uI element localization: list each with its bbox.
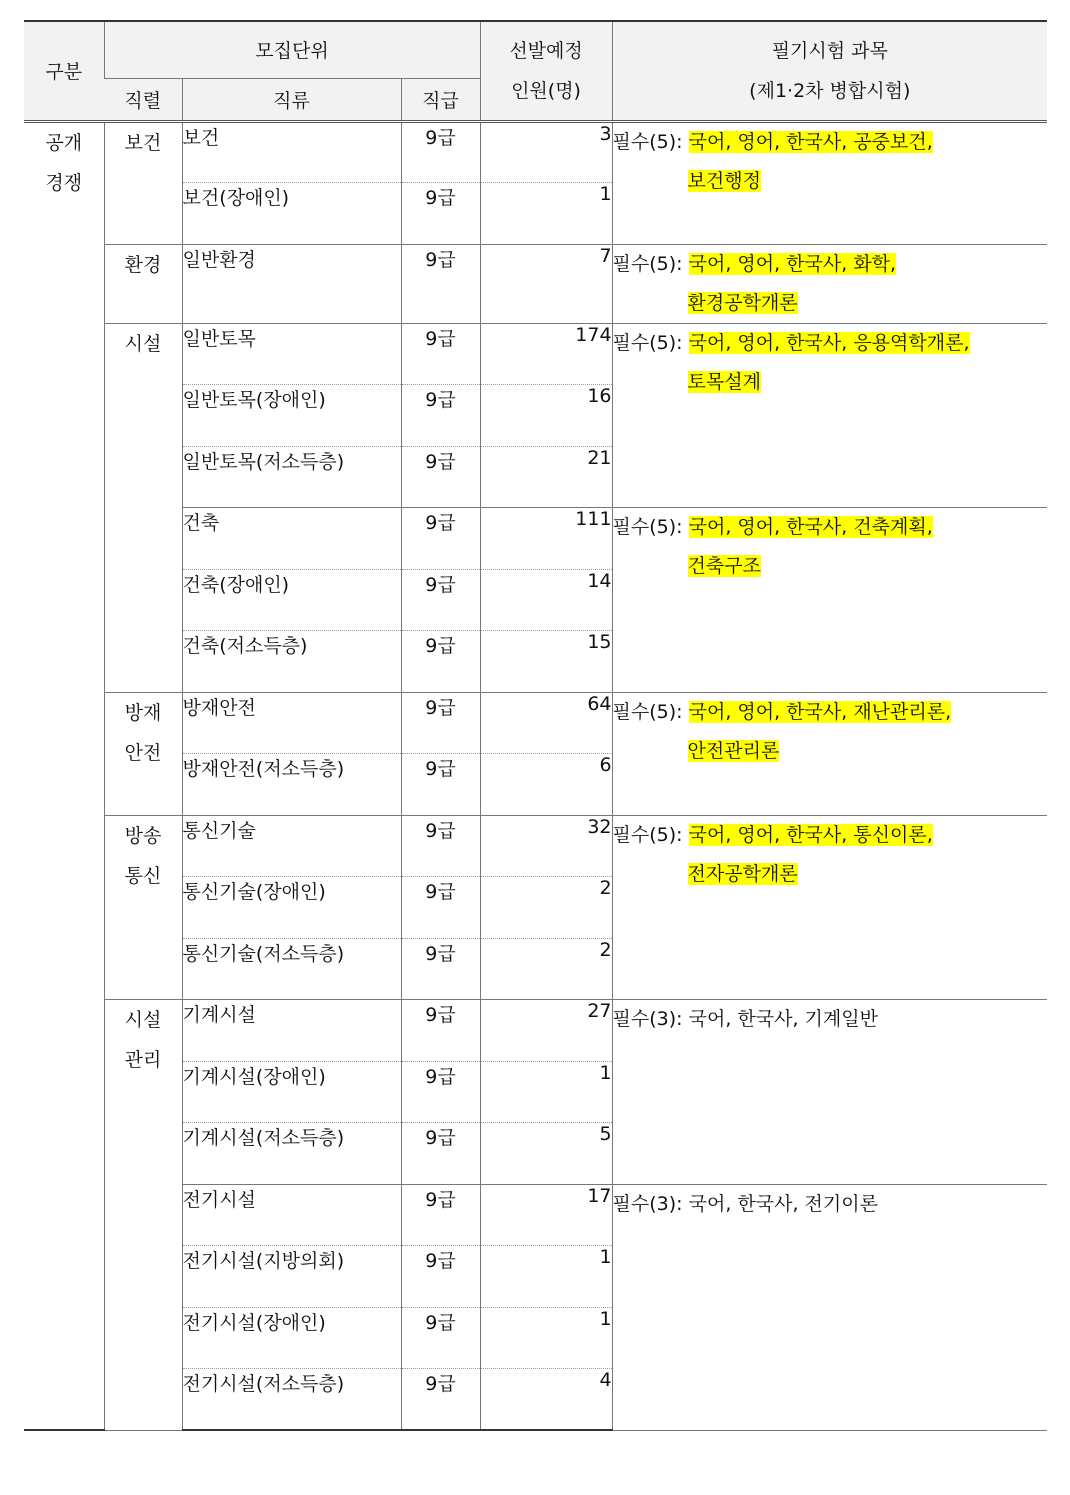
class-cell: 일반토목(장애인) bbox=[182, 385, 401, 447]
class-cell: 통신기술 bbox=[182, 815, 401, 877]
subjects-prefix: 필수(5): bbox=[612, 700, 689, 723]
count-cell: 14 bbox=[480, 569, 612, 631]
division-label-line1: 공개 bbox=[45, 131, 83, 154]
count-cell: 64 bbox=[480, 692, 612, 754]
subjects-text-line1: 국어, 한국사, 기계일반 bbox=[688, 1008, 878, 1030]
subjects-line2 bbox=[613, 732, 1048, 771]
subjects-cell bbox=[612, 508, 1047, 693]
grade-cell: 9급 bbox=[401, 631, 480, 693]
subjects-text-line1: 국어, 영어, 한국사, 통신이론, bbox=[688, 823, 933, 846]
grade-cell: 9급 bbox=[401, 569, 480, 631]
series-label-line1: 시설 bbox=[124, 332, 162, 355]
series-label-line2: 통신 bbox=[124, 864, 162, 887]
count-cell: 2 bbox=[480, 938, 612, 1000]
grade-cell: 9급 bbox=[401, 1123, 480, 1185]
grade-cell: 9급 bbox=[401, 815, 480, 877]
subjects-text-line2: 토목설계 bbox=[687, 370, 761, 393]
subjects-line1 bbox=[613, 816, 1048, 855]
count-cell: 1 bbox=[480, 1246, 612, 1308]
series-cell bbox=[104, 121, 182, 244]
subjects-text-line1: 국어, 영어, 한국사, 화학, bbox=[688, 252, 897, 275]
grade-cell: 9급 bbox=[401, 385, 480, 447]
division-label-line2: 경쟁 bbox=[45, 171, 83, 194]
recruitment-table bbox=[24, 20, 1047, 1431]
subjects-text-line2: 환경공학개론 bbox=[687, 291, 798, 314]
count-cell: 6 bbox=[480, 754, 612, 816]
grade-cell: 9급 bbox=[401, 323, 480, 385]
count-cell: 17 bbox=[480, 1184, 612, 1246]
table-row bbox=[24, 815, 1047, 877]
subjects-line1 bbox=[613, 508, 1048, 547]
header-planned-line2: 인원(명) bbox=[511, 79, 581, 102]
count-cell: 15 bbox=[480, 631, 612, 693]
series-cell bbox=[104, 244, 182, 323]
grade-cell: 9급 bbox=[401, 183, 480, 245]
subjects-line1 bbox=[613, 324, 1048, 363]
subjects-line2 bbox=[613, 284, 1048, 323]
subjects-prefix: 필수(5): bbox=[612, 130, 689, 153]
class-cell: 보건(장애인) bbox=[182, 183, 401, 245]
grade-cell: 9급 bbox=[401, 244, 480, 323]
subjects-line1 bbox=[613, 245, 1048, 284]
subjects-prefix: 필수(5): bbox=[612, 823, 689, 846]
subjects-line2 bbox=[613, 363, 1048, 402]
grade-cell: 9급 bbox=[401, 1307, 480, 1369]
grade-cell: 9급 bbox=[401, 1184, 480, 1246]
subjects-cell bbox=[612, 244, 1047, 323]
count-cell: 32 bbox=[480, 815, 612, 877]
class-cell: 기계시설(장애인) bbox=[182, 1061, 401, 1123]
count-cell: 111 bbox=[480, 508, 612, 570]
count-cell: 2 bbox=[480, 877, 612, 939]
series-label-line2: 안전 bbox=[124, 741, 162, 764]
subjects-cell bbox=[612, 121, 1047, 244]
subjects-cell bbox=[612, 1184, 1047, 1430]
class-cell: 보건 bbox=[182, 121, 401, 183]
subjects-text-line2: 건축구조 bbox=[687, 555, 761, 577]
series-cell bbox=[104, 692, 182, 815]
header-grade: 직급 bbox=[401, 78, 480, 121]
subjects-line2 bbox=[613, 162, 1048, 201]
subjects-text-line2: 보건행정 bbox=[687, 169, 761, 192]
grade-cell: 9급 bbox=[401, 938, 480, 1000]
class-cell: 전기시설 bbox=[182, 1184, 401, 1246]
header-planned-count bbox=[480, 21, 612, 121]
subjects-line2 bbox=[613, 855, 1048, 894]
table-row bbox=[24, 121, 1047, 183]
recruitment-table-body bbox=[24, 121, 1047, 1430]
subjects-text-line1: 국어, 한국사, 전기이론 bbox=[688, 1192, 878, 1215]
header-subjects-line2: (제1·2차 병합시험) bbox=[749, 79, 911, 102]
header-subjects-line1: 필기시험 과목 bbox=[771, 39, 888, 62]
subjects-text-line1: 국어, 영어, 한국사, 건축계획, bbox=[688, 516, 933, 538]
subjects-prefix: 필수(3): bbox=[612, 1192, 689, 1215]
subjects-text-line2: 전자공학개론 bbox=[687, 862, 798, 885]
subjects-prefix: 필수(3): bbox=[612, 1008, 689, 1030]
subjects-text-line1: 국어, 영어, 한국사, 재난관리론, bbox=[688, 700, 952, 723]
grade-cell: 9급 bbox=[401, 1246, 480, 1308]
class-cell: 기계시설(저소득층) bbox=[182, 1123, 401, 1185]
subjects-line2 bbox=[613, 547, 1048, 586]
subjects-prefix: 필수(5): bbox=[612, 331, 689, 354]
table-row bbox=[24, 244, 1047, 323]
count-cell: 16 bbox=[480, 385, 612, 447]
grade-cell: 9급 bbox=[401, 508, 480, 570]
header-series: 직렬 bbox=[104, 78, 182, 121]
class-cell: 통신기술(저소득층) bbox=[182, 938, 401, 1000]
subjects-line1 bbox=[613, 1000, 1048, 1039]
count-cell: 4 bbox=[480, 1369, 612, 1431]
header-division: 구분 bbox=[24, 21, 104, 121]
grade-cell: 9급 bbox=[401, 1061, 480, 1123]
subjects-text-line2: 안전관리론 bbox=[687, 739, 780, 762]
series-label-line2: 관리 bbox=[124, 1049, 162, 1071]
subjects-prefix: 필수(5): bbox=[612, 252, 689, 275]
subjects-line1 bbox=[613, 1185, 1048, 1224]
grade-cell: 9급 bbox=[401, 1000, 480, 1062]
grade-cell: 9급 bbox=[401, 692, 480, 754]
table-row bbox=[24, 692, 1047, 754]
recruitment-table-container bbox=[24, 20, 1047, 1431]
count-cell: 27 bbox=[480, 1000, 612, 1062]
subjects-prefix: 필수(5): bbox=[612, 516, 689, 538]
subjects-cell bbox=[612, 815, 1047, 1000]
grade-cell: 9급 bbox=[401, 877, 480, 939]
subjects-text-line1: 국어, 영어, 한국사, 공중보건, bbox=[688, 130, 933, 153]
series-cell bbox=[104, 323, 182, 692]
series-label-line1: 방재 bbox=[124, 701, 162, 724]
table-row bbox=[24, 323, 1047, 385]
class-cell: 건축(저소득층) bbox=[182, 631, 401, 693]
class-cell: 건축 bbox=[182, 508, 401, 570]
count-cell: 1 bbox=[480, 1061, 612, 1123]
count-cell: 1 bbox=[480, 1307, 612, 1369]
class-cell: 일반토목 bbox=[182, 323, 401, 385]
grade-cell: 9급 bbox=[401, 446, 480, 508]
count-cell: 21 bbox=[480, 446, 612, 508]
class-cell: 일반환경 bbox=[182, 244, 401, 323]
grade-cell: 9급 bbox=[401, 1369, 480, 1431]
header-recruit-unit: 모집단위 bbox=[104, 21, 480, 78]
class-cell: 전기시설(저소득층) bbox=[182, 1369, 401, 1431]
grade-cell: 9급 bbox=[401, 121, 480, 183]
class-cell: 전기시설(장애인) bbox=[182, 1307, 401, 1369]
subjects-line1 bbox=[613, 693, 1048, 732]
count-cell: 174 bbox=[480, 323, 612, 385]
subjects-line1 bbox=[613, 123, 1048, 162]
header-class: 직류 bbox=[182, 78, 401, 121]
count-cell: 5 bbox=[480, 1123, 612, 1185]
header-planned-line1: 선발예정 bbox=[509, 39, 583, 62]
class-cell: 방재안전 bbox=[182, 692, 401, 754]
subjects-cell bbox=[612, 692, 1047, 815]
division-cell bbox=[24, 121, 104, 1430]
series-label-line1: 시설 bbox=[124, 1009, 162, 1031]
class-cell: 방재안전(저소득층) bbox=[182, 754, 401, 816]
count-cell: 1 bbox=[480, 183, 612, 245]
class-cell: 일반토목(저소득층) bbox=[182, 446, 401, 508]
series-label-line1: 보건 bbox=[124, 131, 162, 154]
series-label-line1: 방송 bbox=[124, 824, 162, 847]
class-cell: 기계시설 bbox=[182, 1000, 401, 1062]
class-cell: 건축(장애인) bbox=[182, 569, 401, 631]
series-label-line1: 환경 bbox=[124, 253, 162, 276]
subjects-text-line1: 국어, 영어, 한국사, 응용역학개론, bbox=[688, 331, 970, 354]
class-cell: 전기시설(지방의회) bbox=[182, 1246, 401, 1308]
grade-cell: 9급 bbox=[401, 754, 480, 816]
series-cell bbox=[104, 815, 182, 1000]
header-subjects bbox=[612, 21, 1047, 121]
count-cell: 3 bbox=[480, 121, 612, 183]
table-row bbox=[24, 1000, 1047, 1062]
count-cell: 7 bbox=[480, 244, 612, 323]
series-cell bbox=[104, 1000, 182, 1431]
class-cell: 통신기술(장애인) bbox=[182, 877, 401, 939]
subjects-cell bbox=[612, 1000, 1047, 1185]
subjects-cell bbox=[612, 323, 1047, 508]
